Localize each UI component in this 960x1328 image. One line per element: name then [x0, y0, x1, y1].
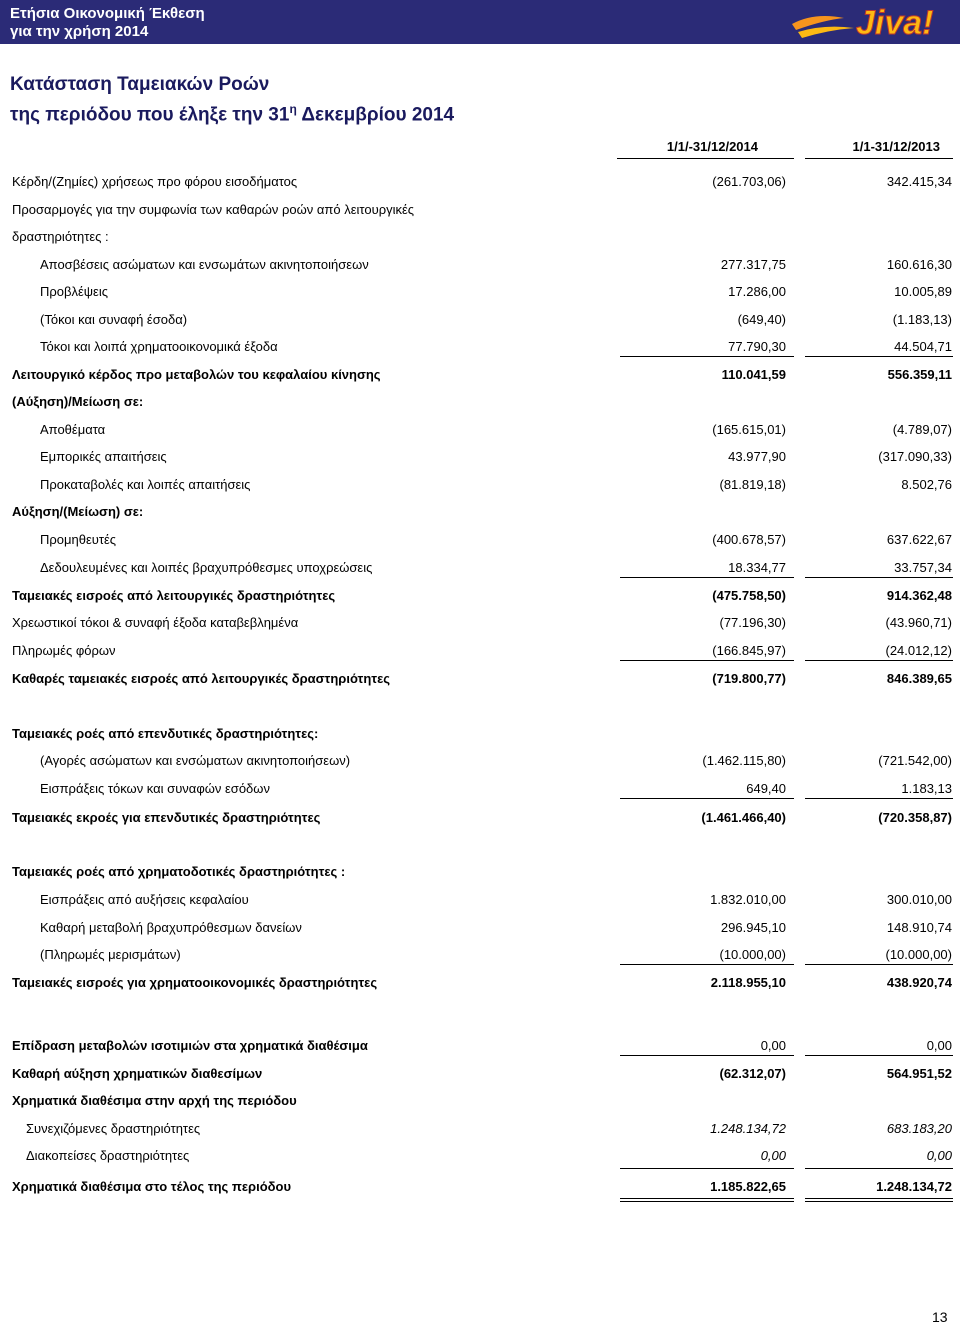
table-row: Κέρδη/(Ζημίες) χρήσεως προ φόρου εισοδήματος (261.703,06) 342.415,34 [12, 174, 952, 189]
table-row: Δεδουλευμένες και λοιπές βραχυπρόθεσμες υποχρεώσεις 18.334,77 33.757,34 [40, 560, 952, 575]
table-row: Λειτουργικό κέρδος προ μεταβολών του κεφαλαίου κίνησης 110.041,59 556.359,11 [12, 367, 952, 382]
table-row: Εμπορικές απαιτήσεις 43.977,90 (317.090,33) [40, 449, 952, 464]
column-header-2013: 1/1-31/12/2013 [852, 139, 940, 154]
table-row: Καθαρή αύξηση χρηματικών διαθεσίμων (62.312,07) 564.951,52 [12, 1066, 952, 1081]
table-row: Αποθέματα (165.615,01) (4.789,07) [40, 422, 952, 437]
header-rule [617, 158, 794, 159]
table-row: Χρηματικά διαθέσιμα στην αρχή της περιόδου [12, 1093, 297, 1108]
table-row: Συνεχιζόμενες δραστηριότητες 1.248.134,72 683.183,20 [26, 1121, 952, 1136]
table-row: Ταμειακές εισροές για χρηματοοικονομικές δραστηριότητες 2.118.955,10 438.920,74 [12, 975, 952, 990]
table-row: Προβλέψεις 17.286,00 10.005,89 [40, 284, 952, 299]
table-row: Αύξηση/(Μείωση) σε: [12, 504, 144, 519]
table-row: Διακοπείσες δραστηριότητες 0,00 0,00 [26, 1148, 952, 1163]
table-row: Πληρωμές φόρων (166.845,97) (24.012,12) [12, 643, 952, 658]
table-row: Προσαρμογές για την συμφωνία των καθαρών ροών από λειτουργικές [12, 202, 415, 217]
table-row: Προμηθευτές (400.678,57) 637.622,67 [40, 532, 952, 547]
column-header-2014: 1/1/-31/12/2014 [666, 139, 758, 154]
table-row: (Πληρωμές μερισμάτων) (10.000,00) (10.000,00) [40, 947, 952, 962]
report-title-line2: για την χρήση 2014 [10, 23, 149, 40]
table-row: Επίδραση μεταβολών ισοτιμιών στα χρηματικά διαθέσιμα 0,00 0,00 [12, 1038, 952, 1053]
table-row: (Αύξηση)/Μείωση σε: [12, 394, 144, 409]
table-row: Καθαρή μεταβολή βραχυπρόθεσμων δανείων 296.945,10 148.910,74 [40, 920, 952, 935]
table-row: Τόκοι και λοιπά χρηματοοικονομικά έξοδα 77.790,30 44.504,71 [40, 339, 952, 354]
table-row: (Αγορές ασώματων και ενσώματων ακινητοποιήσεων) (1.462.115,80) (721.542,00) [40, 753, 952, 768]
document-header [0, 0, 960, 44]
section-heading: Ταμειακές ροές από χρηματοδοτικές δραστηριότητες : [12, 864, 346, 879]
table-row: Καθαρές ταμειακές εισροές από λειτουργικές δραστηριότητες (719.800,77) 846.389,65 [12, 671, 952, 686]
table-row: Εισπράξεις από αυξήσεις κεφαλαίου 1.832.010,00 300.010,00 [40, 892, 952, 907]
jiva-logo [784, 2, 946, 42]
table-row: (Τόκοι και συναφή έσοδα) (649,40) (1.183,13) [40, 312, 952, 327]
table-row: δραστηριότητες : [12, 229, 109, 244]
header-rule [805, 158, 953, 159]
logo-text: Jiva! [856, 4, 934, 42]
table-row: Αποσβέσεις ασώματων και ενσωμάτων ακινητοποιήσεων 277.317,75 160.616,30 [40, 257, 952, 272]
table-row: Χρηματικά διαθέσιμα στο τέλος της περιόδου 1.185.822,65 1.248.134,72 [12, 1179, 952, 1194]
title-line1: Κατάσταση Ταμειακών Ροών [10, 74, 270, 95]
table-row: Χρεωστικοί τόκοι & συναφή έξοδα καταβεβλημένα (77.196,30) (43.960,71) [12, 615, 952, 630]
table-row: Προκαταβολές και λοιπές απαιτήσεις (81.819,18) 8.502,76 [40, 477, 952, 492]
section-heading: Ταμειακές ροές από επενδυτικές δραστηριότητες: [12, 726, 319, 741]
report-title-line1: Ετήσια Οικονομική Έκθεση [10, 5, 205, 22]
table-row: Εισπράξεις τόκων και συναφών εσόδων 649,40 1.183,13 [40, 781, 952, 796]
table-row: Ταμειακές εισροές από λειτουργικές δραστηριότητες (475.758,50) 914.362,48 [12, 588, 952, 603]
title-line2: της περιόδου που έληξε την $31^\eta$ Δεκεμβρίου 2014 [10, 102, 455, 126]
page-title [10, 73, 454, 127]
table-row: Ταμειακές εκροές για επενδυτικές δραστηριότητες (1.461.466,40) (720.358,87) [12, 810, 952, 825]
page-number: 13 [932, 1309, 948, 1325]
